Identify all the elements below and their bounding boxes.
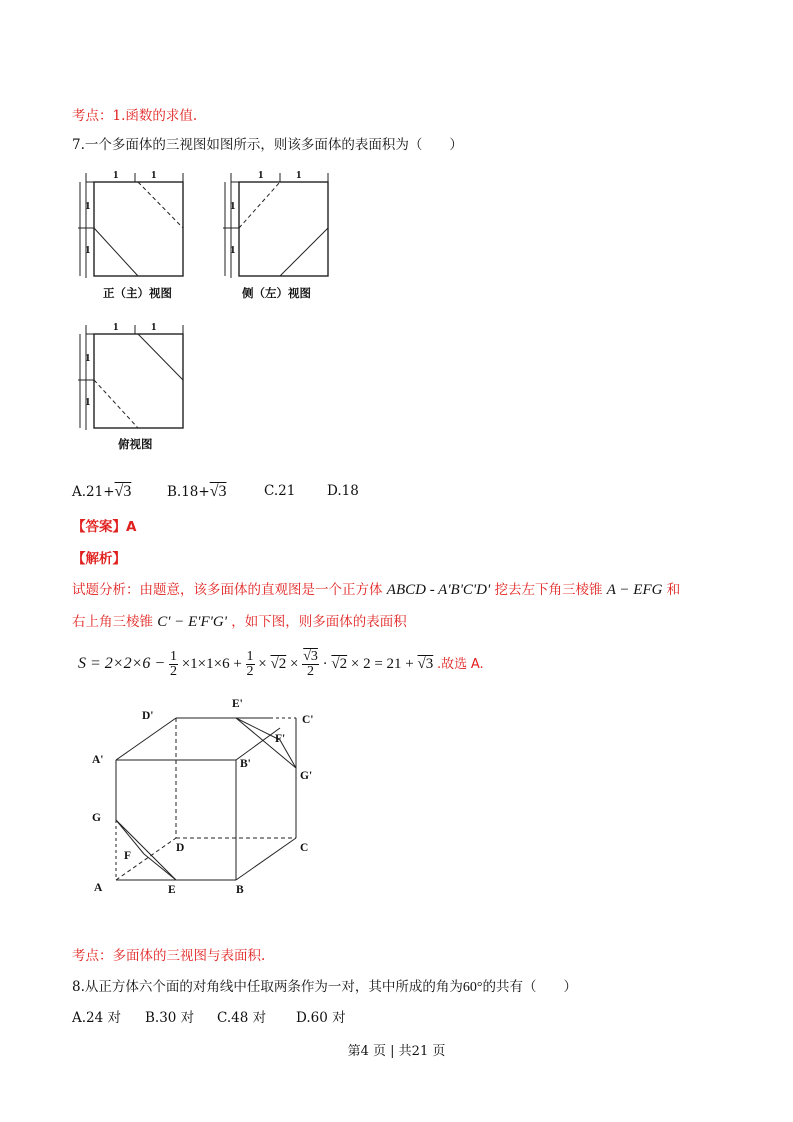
cube-diagram	[90, 700, 330, 900]
front-view-diagram	[78, 168, 193, 278]
q8-option-a: A.24 对	[72, 1010, 122, 1026]
q7-analysis-line1: 试题分析：由题意，该多面体的直观图是一个正方体 ABCD - A'B'C'D' 挖去左下角三棱锥 A − EFG 和	[72, 582, 681, 598]
q8-option-c: C.48 对	[217, 1010, 267, 1026]
page-footer: 第4 页 | 共21 页	[347, 1044, 446, 1059]
cube-label-b: B	[236, 884, 244, 896]
front-top-dim: 1	[113, 169, 119, 181]
q8-stem: 8.从正方体六个面的对角线中任取两条作为一对，其中所成的角为60°的共有（ ）	[72, 979, 577, 995]
cube-label-a-prime: A'	[92, 754, 104, 766]
front-left-dim: 1	[85, 200, 91, 212]
cube-label-f: F	[124, 850, 132, 862]
q8-option-b: B.30 对	[145, 1010, 195, 1026]
q8-option-d: D.60 对	[296, 1010, 346, 1026]
surface-area-formula: S = 2×2×6 − $\frac{1}{2}$ ×1×1×6 + $\frac{1}{2}$ × √2 × $\frac{√3}{2}$ · √2 × 2 = 21 + √3 .故选 A.	[78, 649, 484, 679]
cube-label-e-prime: E'	[232, 698, 243, 710]
front-left-dim-2: 1	[85, 244, 91, 256]
q7-stem: 7.一个多面体的三视图如图所示，则该多面体的表面积为（ ）	[72, 137, 463, 153]
side-top-dim: 1	[258, 169, 264, 181]
cube-label-b-prime: B'	[240, 758, 251, 770]
side-view-diagram	[223, 168, 338, 278]
cube-label-g-prime: G'	[300, 770, 313, 782]
cube-label-c: C	[300, 842, 309, 854]
cube-label-f-prime: F'	[275, 733, 286, 745]
q7-analysis-label: 【解析】	[72, 551, 126, 567]
side-left-dim: 1	[230, 200, 236, 212]
top-top-dim: 1	[113, 321, 119, 333]
cube-label-a: A	[94, 882, 103, 894]
cube-label-e: E	[168, 884, 176, 896]
q7-option-b: B.18+√3	[167, 483, 227, 500]
cube-label-c-prime: C'	[302, 714, 314, 726]
q7-option-a: A.21+√3	[72, 483, 132, 500]
cube-label-d: D	[176, 842, 185, 854]
side-view-caption: 侧（左）视图	[242, 286, 311, 300]
top-top-dim-2: 1	[151, 321, 157, 333]
front-top-dim-2: 1	[151, 169, 157, 181]
q7-analysis-line2: 右上角三棱锥 C' − E'F'G' ，如下图，则多面体的表面积	[72, 614, 407, 630]
side-left-dim-2: 1	[230, 244, 236, 256]
cube-label-d-prime: D'	[142, 710, 154, 722]
cube-label-g: G	[92, 812, 101, 824]
q6-kaodian: 考点：1.函数的求值.	[72, 108, 198, 124]
top-view-caption: 俯视图	[118, 437, 153, 451]
q7-option-d: D.18	[327, 483, 359, 499]
top-left-dim-2: 1	[85, 396, 91, 408]
q7-answer: 【答案】A	[72, 519, 137, 535]
front-view-caption: 正（主）视图	[103, 286, 172, 300]
q7-kaodian: 考点：多面体的三视图与表面积.	[72, 948, 266, 964]
q7-option-c: C.21	[264, 483, 296, 499]
side-top-dim-2: 1	[296, 169, 302, 181]
top-view-diagram	[78, 320, 193, 430]
top-left-dim: 1	[85, 352, 91, 364]
